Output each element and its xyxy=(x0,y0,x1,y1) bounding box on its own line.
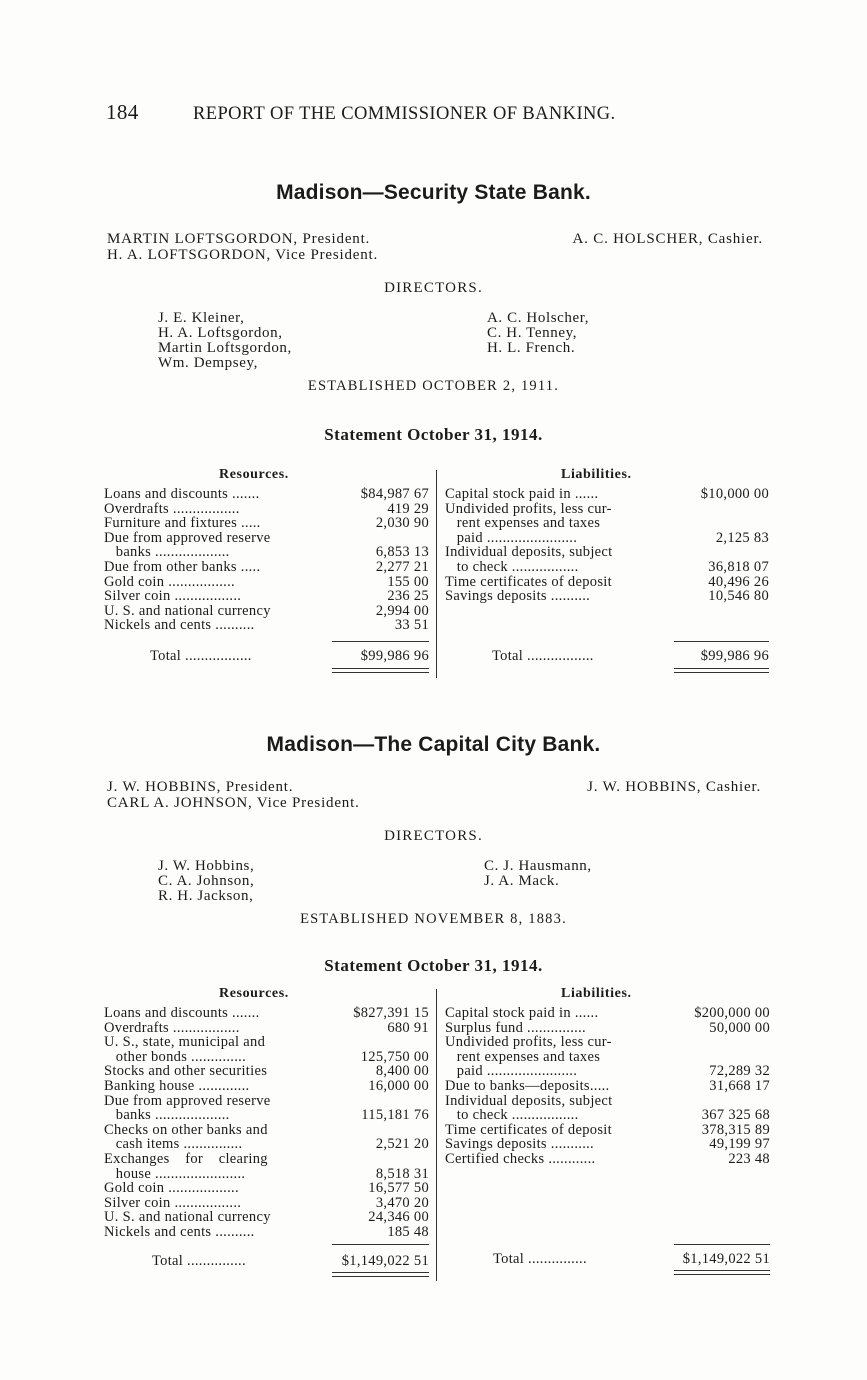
list-item: to check ................. 36,818 07 xyxy=(445,558,769,575)
director: H. L. French. xyxy=(487,340,576,356)
subtotal-rule xyxy=(674,641,769,642)
list-item: Nickels and cents .......... 33 51 xyxy=(104,617,429,634)
list-item: Checks on other banks and xyxy=(104,1121,268,1138)
list-item: Capital stock paid in ...... $10,000 00 xyxy=(445,486,769,502)
officers xyxy=(0,779,867,813)
list-item: U. S., state, municipal and xyxy=(104,1034,266,1051)
director: J. E. Kleiner, xyxy=(158,310,245,326)
list-item: Banking house ............. 16,000 00 xyxy=(104,1077,429,1094)
established-date: ESTABLISHED NOVEMBER 8, 1883. xyxy=(300,911,567,927)
officer: H. A. LOFTSGORDON, Vice President. xyxy=(107,247,379,263)
list-item: Certified checks ............ 223 48 xyxy=(445,1150,770,1167)
list-item: Exchanges for clearing xyxy=(104,1150,268,1167)
list-item: Savings deposits .......... 10,546 80 xyxy=(445,588,769,605)
running-title: REPORT OF THE COMMISSIONER OF BANKING. xyxy=(193,104,616,124)
page-header xyxy=(106,100,616,125)
list-item: rent expenses and taxes xyxy=(445,1048,601,1065)
list-item: Undivided profits, less cur- xyxy=(445,500,612,517)
liabilities-total: Total ............... $1,149,022 51 xyxy=(493,1251,770,1267)
list-item: Gold coin .................. 16,577 50 xyxy=(104,1180,429,1197)
ledger xyxy=(0,987,867,1287)
list-item: Due from approved reserve xyxy=(104,529,271,546)
list-item: Individual deposits, subject xyxy=(445,544,613,561)
subtotal-rule xyxy=(332,1244,429,1245)
officer: MARTIN LOFTSGORDON, President. xyxy=(107,231,371,247)
statement-title: Statement October 31, 1914. xyxy=(324,956,543,975)
resources-heading: Resources. xyxy=(219,986,289,1001)
director: J. W. Hobbins, xyxy=(158,858,255,874)
list-item: Time certificates of deposit 378,315 89 xyxy=(445,1121,770,1138)
directors-list xyxy=(0,859,867,905)
list-item: to check ................. 367 325 68 xyxy=(445,1107,770,1124)
director: C. H. Tenney, xyxy=(487,325,578,341)
page-number: 184 xyxy=(106,100,139,124)
list-item: Overdrafts ................. 680 91 xyxy=(104,1019,429,1036)
bank-title: Madison—The Capital City Bank. xyxy=(266,733,601,756)
director: A. C. Holscher, xyxy=(487,310,590,326)
column-divider xyxy=(436,470,437,678)
list-item: Time certificates of deposit 40,496 26 xyxy=(445,573,769,590)
subtotal-rule xyxy=(674,1244,770,1245)
list-item: cash items ............... 2,521 20 xyxy=(104,1136,429,1153)
director: R. H. Jackson, xyxy=(158,888,254,904)
list-item: other bonds .............. 125,750 00 xyxy=(104,1048,429,1065)
list-item: U. S. and national currency 24,346 00 xyxy=(104,1209,429,1226)
liabilities-list xyxy=(445,1006,770,1167)
directors-heading: DIRECTORS. xyxy=(384,280,483,296)
total-double-rule xyxy=(332,668,429,669)
column-divider xyxy=(436,989,437,1281)
list-item: Due from other banks ..... 2,277 21 xyxy=(104,558,429,575)
list-item: Capital stock paid in ...... $200,000 00 xyxy=(445,1005,770,1021)
list-item: Nickels and cents .......... 185 48 xyxy=(104,1223,429,1240)
director: H. A. Loftsgordon, xyxy=(158,325,283,341)
ledger xyxy=(0,468,867,688)
directors-heading: DIRECTORS. xyxy=(384,828,483,844)
director: Wm. Dempsey, xyxy=(158,355,258,371)
resources-heading: Resources. xyxy=(219,467,289,482)
bank-section xyxy=(0,181,867,445)
statement-title: Statement October 31, 1914. xyxy=(324,425,543,444)
list-item: Loans and discounts ....... $84,987 67 xyxy=(104,486,429,502)
officer: J. W. HOBBINS, Cashier. xyxy=(587,779,761,795)
list-item: Silver coin ................. 3,470 20 xyxy=(104,1194,429,1211)
list-item: banks ................... 6,853 13 xyxy=(104,544,429,561)
total-double-rule xyxy=(674,672,769,673)
subtotal-rule xyxy=(332,641,429,642)
established-date: ESTABLISHED OCTOBER 2, 1911. xyxy=(307,378,560,394)
list-item: Gold coin ................. 155 00 xyxy=(104,573,429,590)
total-double-rule xyxy=(674,1270,770,1271)
list-item: Surplus fund ............... 50,000 00 xyxy=(445,1019,770,1036)
officer: CARL A. JOHNSON, Vice President. xyxy=(107,795,360,811)
resources-list xyxy=(104,487,429,633)
total-double-rule xyxy=(674,1274,770,1275)
officers xyxy=(0,231,867,265)
list-item: U. S. and national currency 2,994 00 xyxy=(104,602,429,619)
bank-section xyxy=(0,733,867,976)
liabilities-list xyxy=(445,487,769,604)
director: J. A. Mack. xyxy=(484,873,560,889)
resources-list xyxy=(104,1006,429,1240)
directors-list xyxy=(0,311,867,373)
total-double-rule xyxy=(332,672,429,673)
list-item: Individual deposits, subject xyxy=(445,1092,613,1109)
resources-total: Total ................. $99,986 96 xyxy=(150,648,429,664)
list-item: rent expenses and taxes xyxy=(445,515,601,532)
total-double-rule xyxy=(332,1272,429,1273)
list-item: Due from approved reserve xyxy=(104,1092,271,1109)
resources-total: Total ............... $1,149,022 51 xyxy=(152,1253,429,1269)
list-item: banks ................... 115,181 76 xyxy=(104,1107,429,1124)
list-item: Furniture and fixtures ..... 2,030 90 xyxy=(104,515,429,532)
liabilities-heading: Liabilities. xyxy=(561,986,632,1001)
list-item: paid ....................... 72,289 32 xyxy=(445,1063,770,1080)
officer: J. W. HOBBINS, President. xyxy=(107,779,294,795)
liabilities-total: Total ................. $99,986 96 xyxy=(492,648,769,664)
director: C. A. Johnson, xyxy=(158,873,255,889)
list-item: Undivided profits, less cur- xyxy=(445,1034,612,1051)
director: C. J. Hausmann, xyxy=(484,858,592,874)
list-item: paid ....................... 2,125 83 xyxy=(445,529,769,546)
list-item: Savings deposits ........... 49,199 97 xyxy=(445,1136,770,1153)
director: Martin Loftsgordon, xyxy=(158,340,292,356)
total-double-rule xyxy=(332,1276,429,1277)
list-item: Due to banks—deposits..... 31,668 17 xyxy=(445,1077,770,1094)
list-item: Loans and discounts ....... $827,391 15 xyxy=(104,1005,429,1021)
total-double-rule xyxy=(674,668,769,669)
list-item: Silver coin ................. 236 25 xyxy=(104,588,429,605)
bank-title: Madison—Security State Bank. xyxy=(276,181,591,204)
list-item: Overdrafts ................. 419 29 xyxy=(104,500,429,517)
officer: A. C. HOLSCHER, Cashier. xyxy=(572,231,763,247)
list-item: Stocks and other securities 8,400 00 xyxy=(104,1063,429,1080)
list-item: house ....................... 8,518 31 xyxy=(104,1165,429,1182)
liabilities-heading: Liabilities. xyxy=(561,467,632,482)
